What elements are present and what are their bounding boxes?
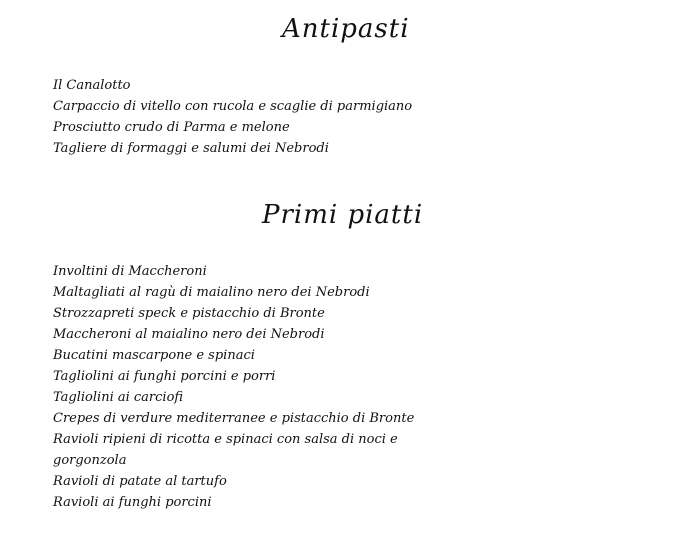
- menu-item: Tagliolini ai funghi porcini e porri: [53, 369, 276, 384]
- menu-item: Ravioli ripieni di ricotta e spinaci con salsa di noci e: [53, 432, 398, 447]
- menu-list-primi-piatti: [53, 261, 414, 513]
- menu-item: Carpaccio di vitello con rucola e scaglie di parmigiano: [53, 99, 413, 114]
- menu-item: Prosciutto crudo di Parma e melone: [53, 120, 290, 135]
- menu-item: Maccheroni al maialino nero dei Nebrodi: [53, 327, 325, 342]
- menu-list-antipasti: [53, 75, 412, 159]
- menu-item: Ravioli ai funghi porcini: [53, 495, 212, 510]
- menu-item: Maltagliati al ragù di maialino nero dei Nebrodi: [53, 285, 370, 300]
- menu-item: gorgonzola: [53, 453, 127, 468]
- menu-item: Tagliere di formaggi e salumi dei Nebrodi: [53, 141, 329, 156]
- menu-item: Bucatini mascarpone e spinaci: [53, 348, 255, 363]
- section-title-antipasti: Antipasti: [282, 14, 410, 44]
- menu-item: Involtini di Maccheroni: [53, 264, 207, 279]
- menu-item: Tagliolini ai carciofi: [53, 390, 184, 405]
- menu-item: Il Canalotto: [53, 78, 131, 93]
- section-title-primi-piatti: Primi piatti: [262, 200, 424, 230]
- menu-item: Ravioli di patate al tartufo: [53, 474, 227, 489]
- menu-item: Crepes di verdure mediterranee e pistacchio di Bronte: [53, 411, 415, 426]
- menu-item: Strozzapreti speck e pistacchio di Bronte: [53, 306, 325, 321]
